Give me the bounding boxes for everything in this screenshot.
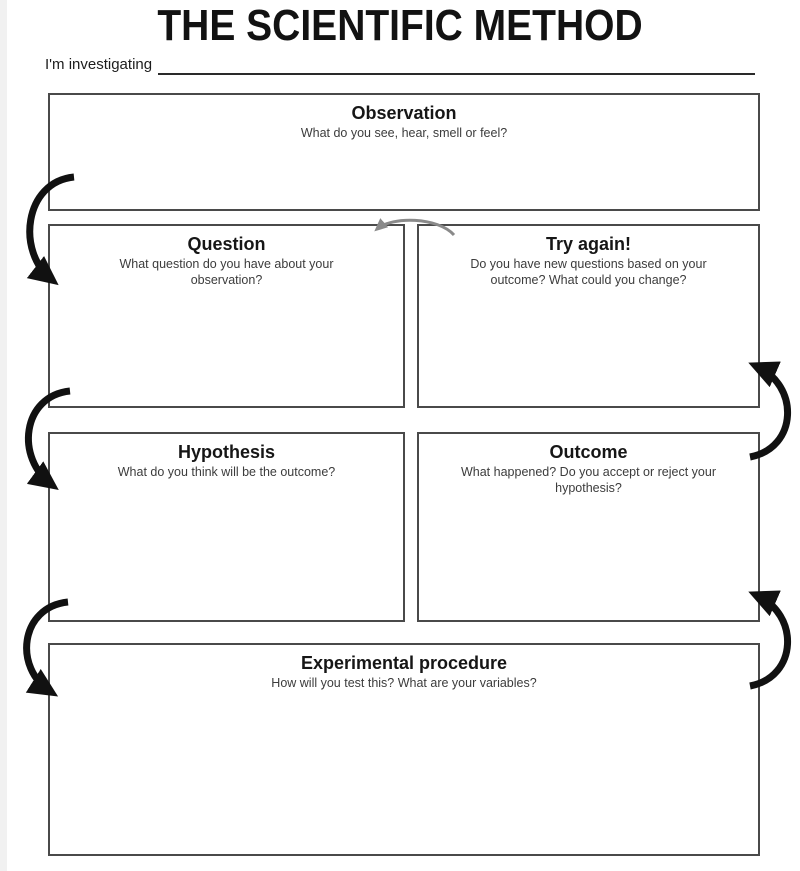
question-title: Question [187,234,266,254]
hypothesis-box [48,432,405,622]
scan-edge-artifact [0,0,7,871]
question-box [48,224,405,408]
try-again-prompt: Do you have new questions based on your outcome? What could you change? [470,257,707,287]
outcome-prompt: What happened? Do you accept or reject your hypothesis? [460,465,716,495]
observation-prompt: What do you see, hear, smell or feel? [300,126,508,140]
hypothesis-title: Hypothesis [177,442,276,462]
try-again-box [417,224,760,408]
experimental-procedure-box [48,643,760,856]
investigating-row [45,54,755,75]
observation-title: Observation [351,103,457,123]
outcome-title: Outcome [549,442,628,462]
try-again-title: Try again! [545,234,632,254]
experimental-procedure-title: Experimental procedure [300,653,508,673]
outcome-box [417,432,760,622]
observation-box [48,93,760,211]
experimental-procedure-prompt: How will you test this? What are your variables? [271,676,537,690]
investigating-label: I'm investigating [45,56,153,73]
page-title: THE SCIENTIFIC METHOD [157,2,643,51]
investigating-blank-line [158,54,755,75]
hypothesis-prompt: What do you think will be the outcome? [117,465,336,479]
question-prompt: What question do you have about your observation? [119,257,334,287]
